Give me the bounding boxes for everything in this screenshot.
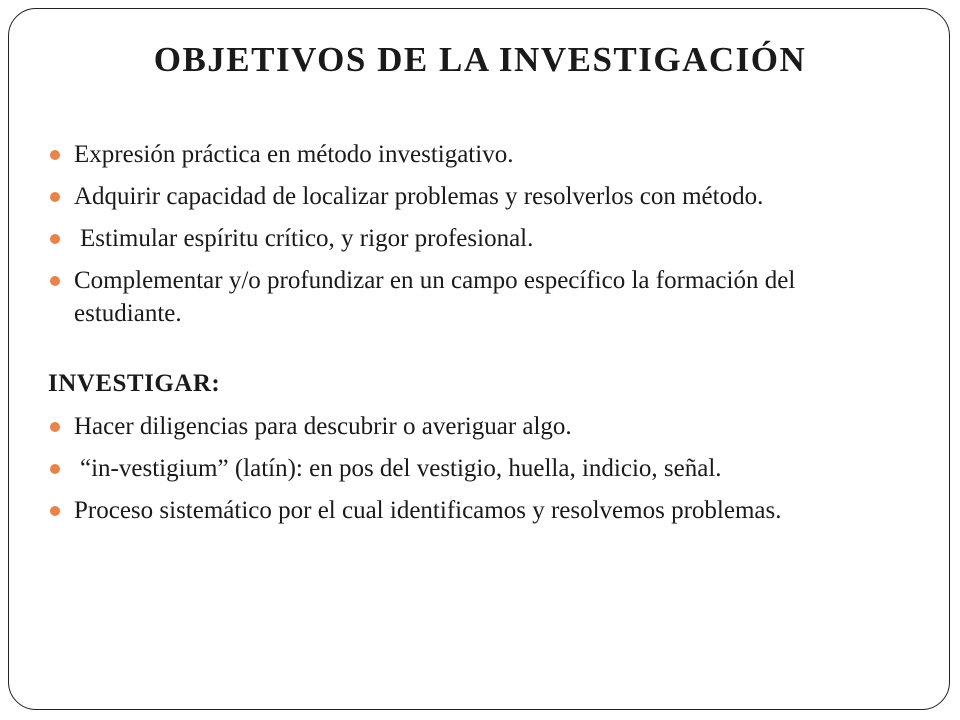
section-heading: INVESTIGAR: [48,370,221,397]
definition-text: Proceso sistemático por el cual identificamos y resolvemos problemas. [74,497,782,524]
definition-text: “in-vestigium” (latín): en pos del vestigio, huella, indicio, señal. [80,455,722,482]
definition-text: Hacer diligencias para descubrir o averiguar algo. [74,413,572,440]
objectives-list [48,138,898,330]
list-item [48,410,898,443]
bullet-icon [50,234,60,244]
list-item [48,180,898,213]
objective-text: Adquirir capacidad de localizar problemas y resolverlos con método. [74,183,764,210]
list-item [48,138,898,171]
bullet-icon [50,150,60,160]
objective-text: Expresión práctica en método investigativo. [74,141,514,168]
bullet-icon [50,422,60,432]
list-item [48,222,898,255]
slide-title: OBJETIVOS DE LA INVESTIGACIÓN [153,40,807,79]
bullet-icon [50,506,60,516]
list-item [48,264,898,330]
definitions-list [48,410,898,527]
bullet-icon [50,276,60,286]
bullet-icon [50,192,60,202]
objective-text: Estimular espíritu crítico, y rigor profesional. [80,225,534,252]
slide-content [48,138,898,536]
bullet-icon [50,464,60,474]
list-item [48,452,898,485]
objective-text: Complementar y/o profundizar en un campo específico la formación del estudiante. [74,267,796,327]
list-item [48,494,898,527]
